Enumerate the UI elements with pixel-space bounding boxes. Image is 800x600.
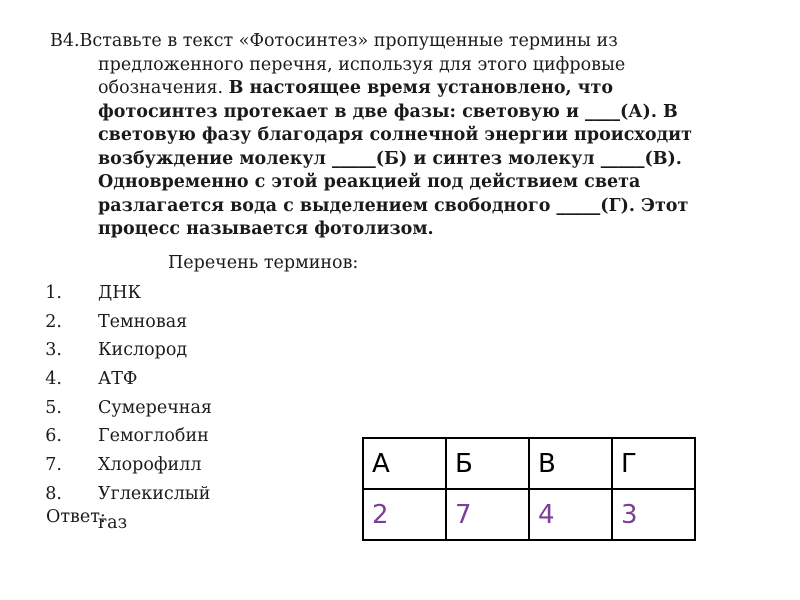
term-label: Углекислый газ xyxy=(98,483,211,533)
answer-header-cell: Г xyxy=(612,438,695,489)
answer-value-cell: 2 xyxy=(363,489,446,540)
answer-header-cell: Б xyxy=(446,438,529,489)
task-text xyxy=(50,30,740,242)
answer-header-cell: В xyxy=(529,438,612,489)
task-line-9: процесс называется фотолизом. xyxy=(98,219,434,239)
term-label: Хлорофилл xyxy=(98,455,202,476)
answer-label: Ответ: xyxy=(46,507,106,527)
term-number: 3. xyxy=(45,340,62,361)
terms-title: Перечень терминов: xyxy=(168,253,359,273)
answer-value-row xyxy=(363,489,695,540)
task-line-4: фотосинтез протекает в две фазы: световую и ____(А). В xyxy=(98,101,678,122)
answer-table xyxy=(362,437,696,541)
task-line-2: предложенного перечня, используя для этого цифровые xyxy=(98,54,626,75)
list-item xyxy=(0,365,138,394)
term-number: 5. xyxy=(45,397,62,418)
term-label: ДНК xyxy=(98,283,142,303)
task-line-7: Одновременно с этой реакцией под действием света xyxy=(98,172,641,192)
task-line-6: возбуждение молекул _____(Б) и синтез молекул _____(В). xyxy=(98,148,682,169)
term-number: 2. xyxy=(45,311,62,332)
term-number: 7. xyxy=(45,455,62,476)
term-label: Темновая xyxy=(98,311,188,332)
list-item xyxy=(0,394,212,423)
answer-value-cell: 7 xyxy=(446,489,529,540)
term-label: Сумеречная xyxy=(98,397,212,418)
answer-header-row xyxy=(363,438,695,489)
list-item xyxy=(0,308,188,337)
answer-header-cell: А xyxy=(363,438,446,489)
task-line-3-bold: В настоящее время установлено, что xyxy=(228,78,613,98)
answer-value-cell: 3 xyxy=(612,489,695,540)
term-number: 4. xyxy=(45,369,62,390)
task-line-5: световую фазу благодаря солнечной энергии происходит xyxy=(98,125,692,145)
term-number: 8. xyxy=(45,483,62,504)
task-line-8: разлагается вода с выделением свободного _____(Г). Этот xyxy=(98,195,689,216)
list-item xyxy=(0,336,188,365)
list-item xyxy=(0,422,209,451)
list-item xyxy=(0,279,142,308)
answer-value-cell: 4 xyxy=(529,489,612,540)
term-number: 6. xyxy=(45,426,62,447)
task-line-1: В4.Вставьте в текст «Фотосинтез» пропущенные термины из xyxy=(50,31,618,51)
task-line-3-plain: обозначения. xyxy=(98,78,229,98)
term-number: 1. xyxy=(45,283,62,303)
list-item xyxy=(0,451,202,480)
term-label: АТФ xyxy=(98,369,138,390)
term-label: Кислород xyxy=(98,340,188,361)
term-label: Гемоглобин xyxy=(98,426,209,447)
task-line-3 xyxy=(50,77,740,101)
